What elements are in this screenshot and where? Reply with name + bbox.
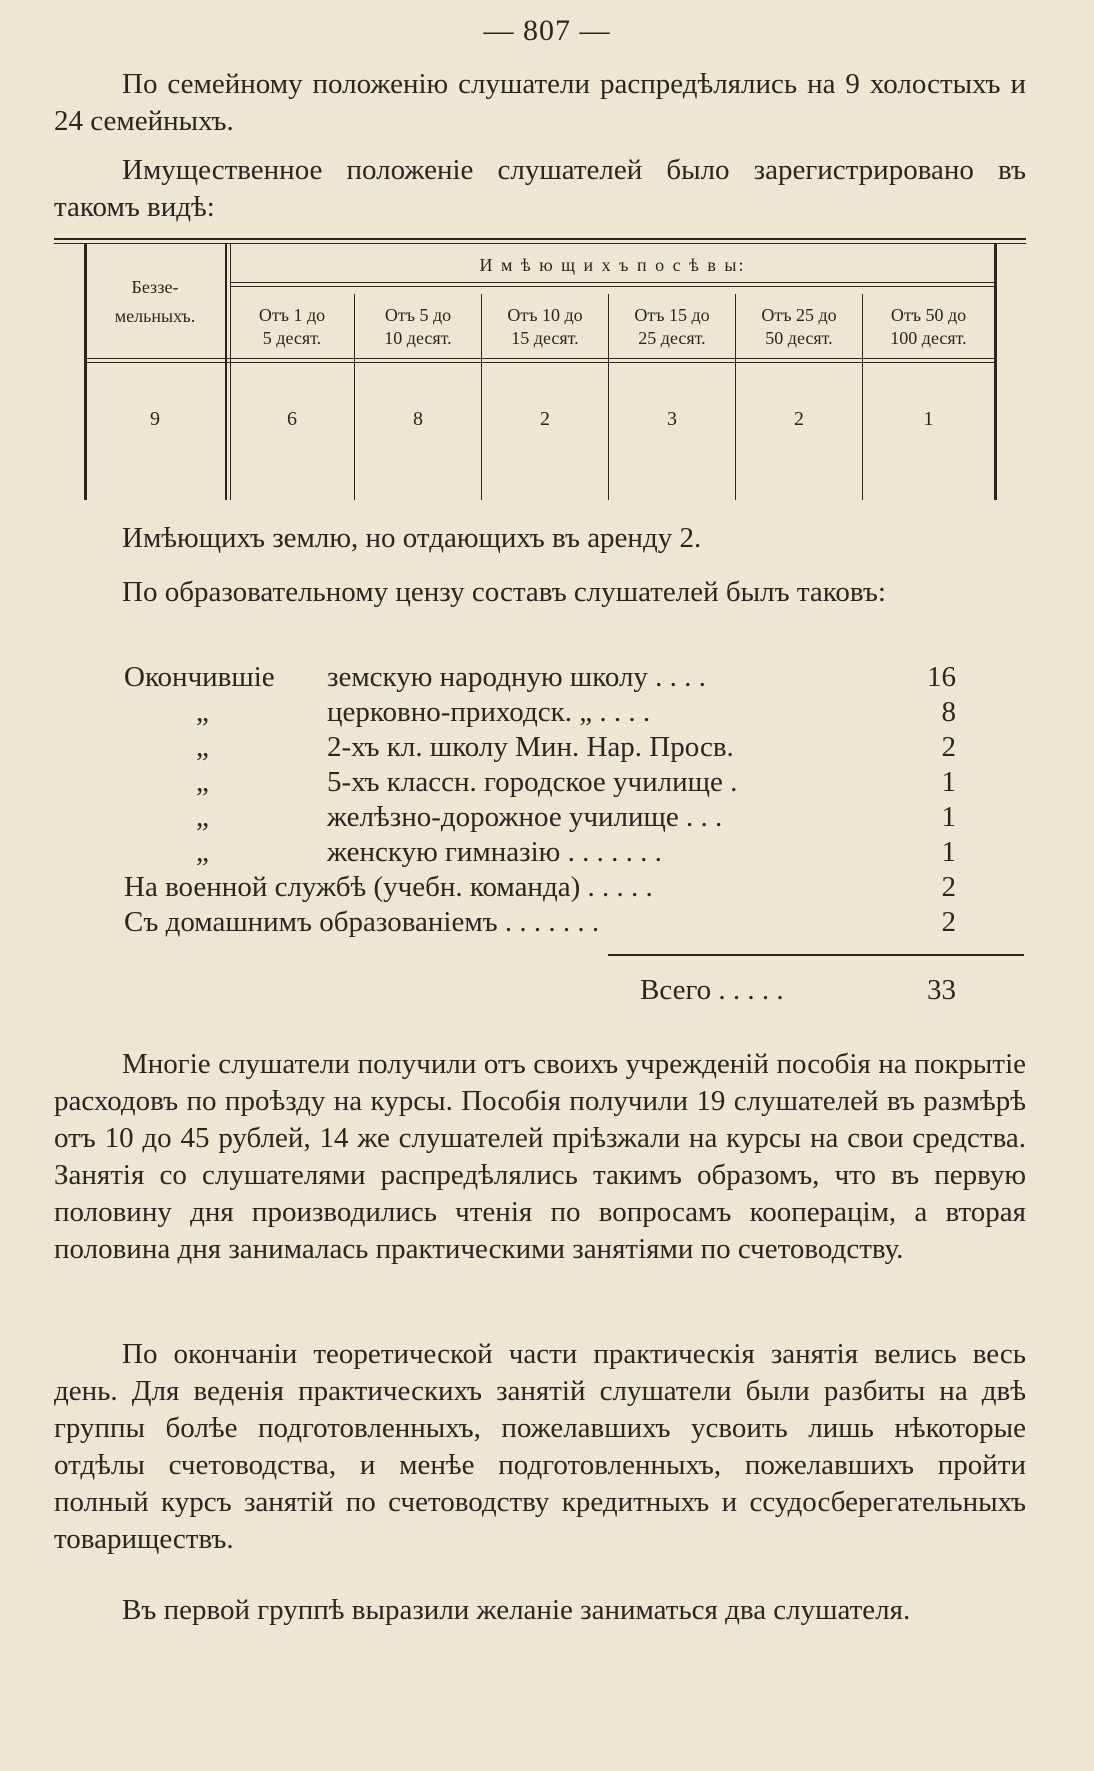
paragraph-family-status: По семейному положенію слушатели распредѣлялись на 9 холостыхъ и 24 семейныхъ. [54,68,1026,137]
total-value: 33 [927,974,956,1006]
header-15-25: Отъ 15 до 25 десят. [634,305,710,348]
total-divider [608,954,1024,956]
list-item-prefix: Окончившіе [124,661,275,693]
header-10-15: Отъ 10 до 15 десят. [507,305,583,348]
list-item-label: женскую гимназію . . . . . . . [327,836,662,868]
value-5-10: 8 [413,408,423,430]
list-item-value: 1 [941,801,956,833]
paragraph-allowances: Многіе слушатели получили отъ своихъ учрежденій пособія на покрытіе расходовъ по проѣзду на курсы. Пособія получили 19 слушателей въ размѣрѣ отъ 10 до 45 рублей, 14 же слушателей пріѣзжали на курсы на свои средства. Занятія со слушателями распредѣлялись такимъ образомъ, что въ первую половину дня производились чтенія по вопросамъ кооперацім, а вторая половина дня занималась практическими занятіями по счетоводству. [54,1048,1026,1265]
list-item-value: 1 [941,766,956,798]
list-item-label: желѣзно-дорожное училище . . . [327,801,723,833]
list-item-prefix: „ [196,836,209,868]
total-label: Всего . . . . . [640,974,784,1006]
paragraph-land-lease: Имѣющихъ землю, но отдающихъ въ аренду 2. [122,522,702,554]
value-25-50: 2 [794,408,804,430]
list-item-label: 5-хъ классн. городское училище . [327,766,738,798]
list-item-label: церковно-приходск. „ . . . . [327,696,651,728]
value-landless: 9 [150,408,160,430]
list-item-prefix: „ [196,731,209,763]
list-item-prefix: „ [196,766,209,798]
list-item-label: земскую народную школу . . . . [327,661,706,693]
header-50-100: Отъ 50 до 100 десят. [890,305,967,348]
list-item-value: 1 [941,836,956,868]
value-50-100: 1 [923,408,934,430]
list-item-prefix: „ [196,696,209,728]
value-10-15: 2 [540,408,550,430]
list-item-value: 8 [941,696,956,728]
list-item-value: 2 [941,731,956,763]
paragraph-first-group: Въ первой группѣ выразили желаніе заниматься два слушателя. [122,1594,911,1626]
list-item-label: Съ домашнимъ образованіемъ . . . . . . . [124,906,600,938]
list-item-prefix: „ [196,801,209,833]
list-item-label: На военной службѣ (учебн. команда) . . . . . [124,871,653,903]
list-item-value: 2 [941,906,956,938]
property-table [54,238,1026,500]
header-landless: Беззе- мельныхъ. [114,277,196,326]
header-1-5: Отъ 1 до 5 десят. [258,305,326,348]
header-5-10: Отъ 5 до 10 десят. [384,305,452,348]
value-1-5: 6 [287,408,297,430]
list-item-value: 2 [941,871,956,903]
paragraph-property-status: Имущественное положеніе слушателей было зарегистрировано въ такомъ видѣ: [54,154,1026,223]
paragraph-education-intro: По образовательному цензу составъ слушателей былъ таковъ: [122,576,886,608]
list-item-label: 2-хъ кл. школу Мин. Нар. Просв. [327,731,734,763]
page-number: — 807 — [483,14,611,47]
list-item-value: 16 [927,661,956,693]
value-15-25: 3 [667,408,677,430]
header-sowing-group: И м ѣ ю щ и х ъ п о с ѣ в ы: [479,255,746,275]
header-25-50: Отъ 25 до 50 десят. [761,305,837,348]
paragraph-practical: По окончаніи теоретической части практическія занятія велись весь день. Для веденія практическихъ занятій слушатели были разбиты на двѣ группы болѣе подготовленныхъ, пожелавшихъ усвоить лишь нѣкоторые отдѣлы счетоводства, и менѣе подготовленныхъ, пожелавшихъ пройти полный курсъ занятій по счетоводству кредитныхъ и ссудосберегательныхъ товариществъ. [54,1338,1026,1555]
